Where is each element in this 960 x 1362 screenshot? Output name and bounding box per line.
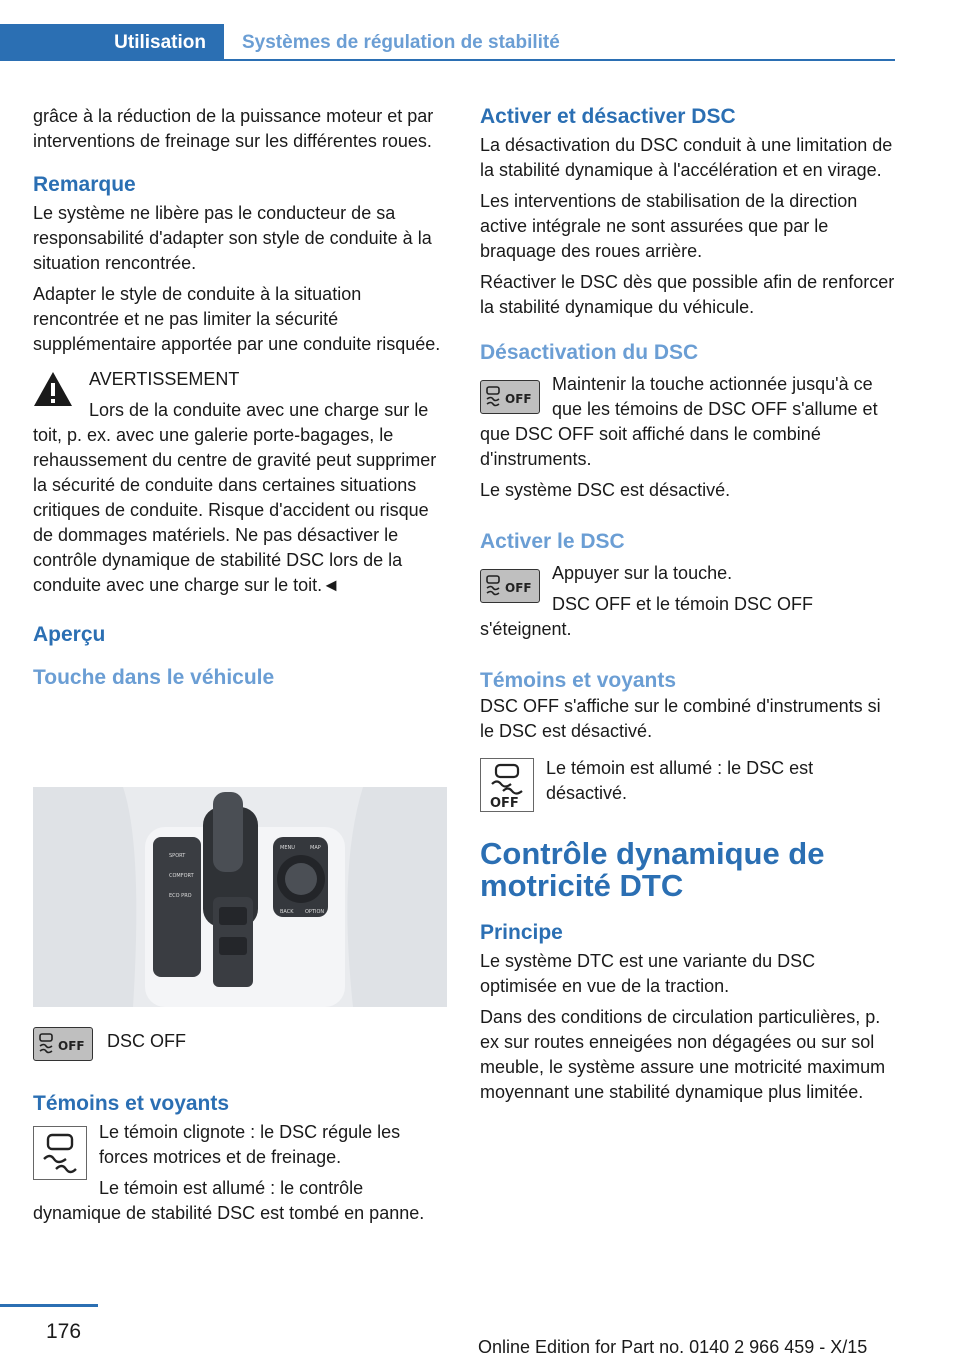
activer-paragraph-1: La désactivation du DSC conduit à une limitation de la stabilité dynamique à l'accélération et en virage. [480,135,893,180]
remarque-heading: Remarque [33,173,136,196]
intro-paragraph: grâce à la réduction de la puissance moteur et par interventions de freinage sur les différentes roues. [33,106,434,151]
temoins-right-paragraph-2: Le témoin est allumé : le DSC est désactivé. [546,758,814,803]
activer-paragraph-2: Les interventions de stabilisation de la direction active intégrale ne sont assurées que par le braquage des roues arrière. [480,191,858,261]
desactivation-heading: Désactivation du DSC [480,341,699,364]
principe-paragraph-2: Dans des conditions de circulation particulières, p. ex sur routes enneigées non dégagées ou sur sol meuble, le système assure une motricité maximum moyennant une stabilité dynamique plus limitée. [480,1007,886,1102]
dsc-off-button-row [33,1025,448,1065]
activer-dsc-heading: Activer le DSC [480,530,625,553]
desactivation-row [480,372,895,509]
off-text: OFF [58,1039,85,1053]
activer-desactiver-heading: Activer et désactiver DSC [480,105,736,128]
sport-label: SPORT [169,853,186,859]
map-label: MAP [310,845,321,851]
menu-label: MENU [280,845,295,851]
temoins-heading-left: Témoins et voyants [33,1092,230,1115]
warning-block [33,367,448,598]
off-text: OFF [505,581,532,595]
apercu-heading: Aperçu [33,623,106,646]
dsc-off-lamp-row [480,750,895,816]
desactivation-paragraph-2: Le système DSC est désactivé. [480,480,731,500]
option-label: OPTION [305,909,325,915]
dsc-off-button-icon [480,569,540,603]
principe-heading: Principe [480,921,563,944]
comfort-label: COMFORT [169,873,194,879]
temoins-right-paragraph-1: DSC OFF s'affiche sur le combiné d'instruments si le DSC est désactivé. [480,696,881,741]
footer-edition: Online Edition for Part no. 0140 2 966 459 - X/15 [478,1337,868,1357]
dsc-off-label: DSC OFF [107,1031,186,1051]
back-label: BACK [280,909,294,915]
page-number: 176 [46,1320,82,1343]
header-rule [224,59,895,61]
eco-pro-label: ECO PRO [169,893,192,899]
remarque-paragraph-1: Le système ne libère pas le conducteur de sa responsabilité d'adapter son style de conduite à la situation rencontrée. [33,203,432,273]
off-text: OFF [490,796,519,811]
console-photo [33,787,447,1007]
warning-title: AVERTISSEMENT [89,369,240,389]
dsc-warning-lamp-icon [33,1126,87,1180]
dsc-off-lamp-icon [480,758,534,812]
section-title: Systèmes de régulation de stabilité [242,31,560,53]
desactivation-paragraph-1: Maintenir la touche actionnée jusqu'à ce que les témoins de DSC OFF s'allume et que DSC OFF soit affiché dans le combiné d'instruments. [480,374,878,469]
dsc-off-button-icon [480,380,540,414]
off-text: OFF [505,392,532,406]
tab-utilisation[interactable]: Utilisation [0,24,224,61]
footer-rule [0,1304,98,1307]
left-lower-column [33,1025,448,1232]
left-column [33,104,448,691]
activer-row [480,561,895,648]
temoins-paragraph-2: Le témoin est allumé : le contrôle dynamique de stabilité DSC est tombé en panne. [33,1178,425,1223]
dsc-off-button-icon [33,1027,93,1061]
dsc-lamp-row [33,1120,448,1232]
touche-heading: Touche dans le véhicule [33,666,275,689]
header-bar [0,24,895,61]
activer-dsc-paragraph-2: DSC OFF et le témoin DSC OFF s'éteignent. [480,594,814,639]
activer-paragraph-3: Réactiver le DSC dès que possible afin de renforcer la stabilité dynamique du véhicule. [480,272,895,317]
dtc-heading: Contrôle dynamique de motricité DTC [480,836,825,903]
activer-dsc-paragraph-1: Appuyer sur la touche. [552,563,733,583]
warning-triangle-icon [33,371,73,407]
principe-paragraph-1: Le système DTC est une variante du DSC optimisée en vue de la traction. [480,951,816,996]
remarque-paragraph-2: Adapter le style de conduite à la situation rencontrée et ne pas limiter la sécurité supplémentaire apportée par une conduite risquée. [33,284,441,354]
temoins-heading-right: Témoins et voyants [480,669,677,692]
temoins-paragraph-1: Le témoin clignote : le DSC régule les forces motrices et de freinage. [99,1122,401,1167]
warning-text: Lors de la conduite avec une charge sur le toit, p. ex. avec une galerie porte-bagages, le rehaussement du centre de gravité peut supprimer la sécurité de conduite dans certaines situations critiques de conduite. Risque d'accident ou risque de dommages matériels. Ne pas désactiver le contrôle dynamique de stabilité DSC lors de la conduite avec une charge sur le toit.◄ [33,400,437,595]
right-column [480,104,895,1111]
